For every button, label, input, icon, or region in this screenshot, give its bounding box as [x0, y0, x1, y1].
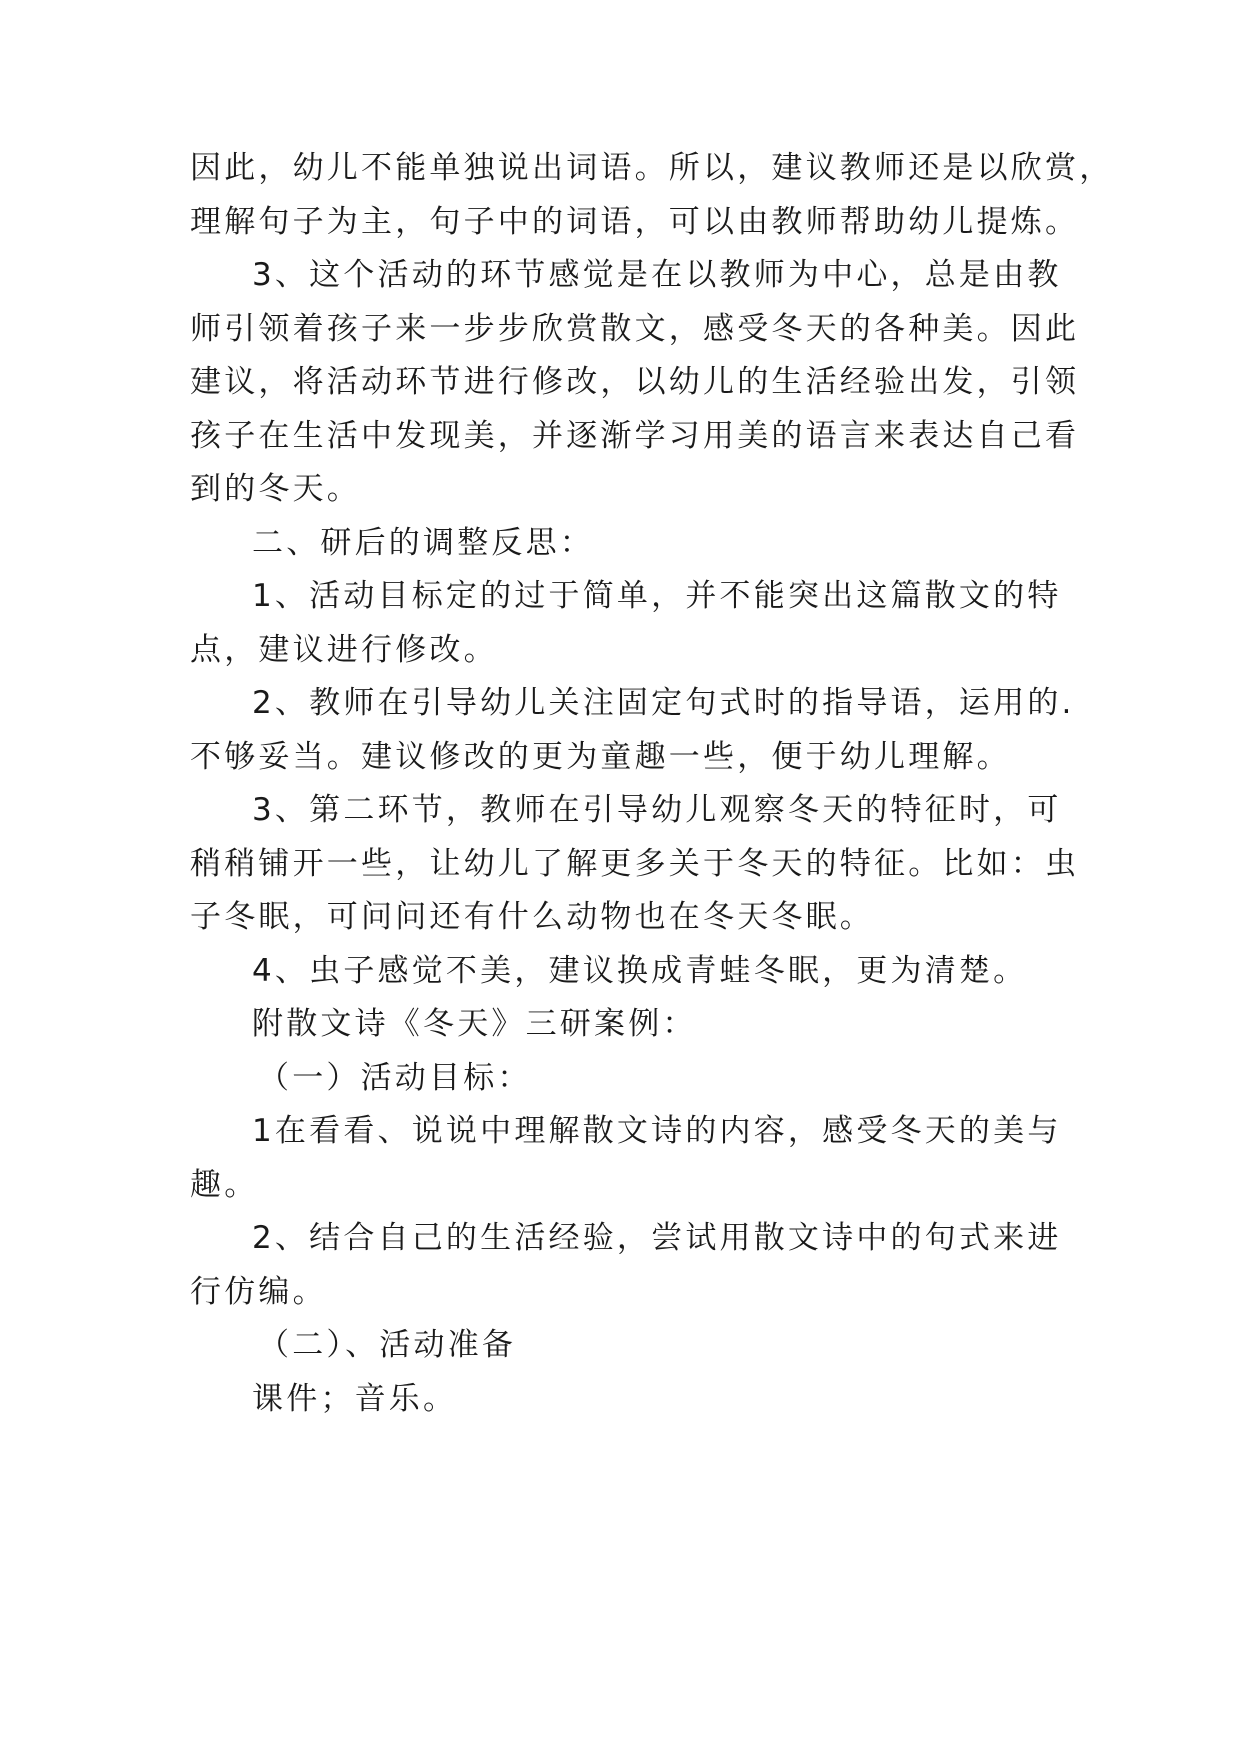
text-line: 3、这个活动的环节感觉是在以教师为中心，总是由教	[252, 257, 1062, 293]
text-line: 子冬眠，可问问还有什么动物也在冬天冬眠。	[190, 899, 874, 935]
section-heading: （二）、活动准备	[258, 1327, 517, 1363]
text-line: 1在看看、说说中理解散文诗的内容，感受冬天的美与	[252, 1113, 1062, 1149]
text-line: 不够妥当。建议修改的更为童趣一些，便于幼儿理解。	[190, 739, 1011, 775]
text-line: 2、教师在引导幼儿关注固定句式时的指导语，运用的.	[252, 685, 1075, 721]
text-line: 师引领着孩子来一步步欣赏散文，感受冬天的各种美。因此	[190, 311, 1080, 347]
text-line: 3、第二环节，教师在引导幼儿观察冬天的特征时，可	[252, 792, 1062, 828]
text-line: 点，建议进行修改。	[190, 632, 498, 668]
text-line: 课件；音乐。	[252, 1381, 458, 1417]
text-line: 2、结合自己的生活经验，尝试用散文诗中的句式来进	[252, 1220, 1062, 1256]
section-heading: 附散文诗《冬天》三研案例：	[252, 1006, 697, 1042]
text-line: 1、活动目标定的过于简单，并不能突出这篇散文的特	[252, 578, 1062, 614]
text-line: 建议，将活动环节进行修改，以幼儿的生活经验出发，引领	[190, 364, 1080, 400]
text-line: 趣。	[190, 1167, 259, 1203]
text-line: 理解句子为主，句子中的词语，可以由教师帮助幼儿提炼。	[190, 204, 1080, 240]
text-line: 4、虫子感觉不美，建议换成青蛙冬眠，更为清楚。	[252, 953, 1028, 989]
section-heading: 二、研后的调整反思：	[252, 525, 594, 561]
text-line: 行仿编。	[190, 1274, 327, 1310]
text-line: 孩子在生活中发现美，并逐渐学习用美的语言来表达自己看	[190, 418, 1080, 454]
text-line: 稍稍铺开一些，让幼儿了解更多关于冬天的特征。比如：虫	[190, 846, 1080, 882]
text-line: 到的冬天。	[190, 471, 361, 507]
text-line: 因此，幼儿不能单独说出词语。所以，建议教师还是以欣赏，	[190, 150, 1114, 186]
section-heading: （一）活动目标：	[258, 1060, 532, 1096]
